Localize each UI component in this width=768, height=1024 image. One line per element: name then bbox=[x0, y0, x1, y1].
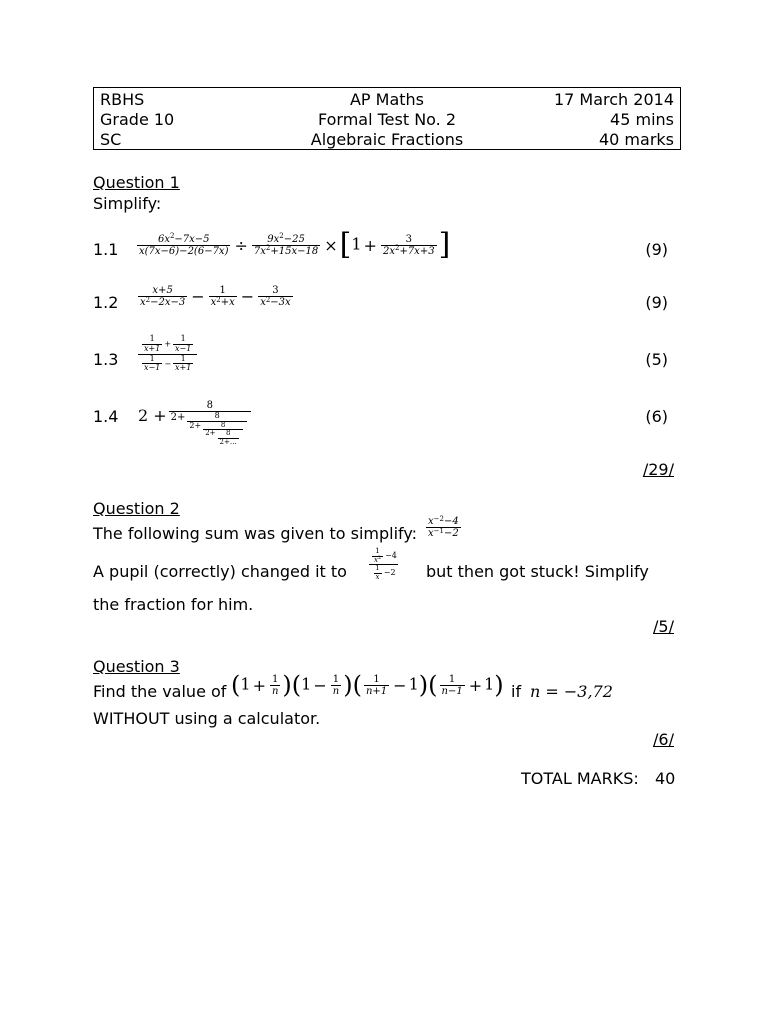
test-name: Formal Test No. 2 bbox=[317, 110, 457, 129]
question-2-line-3: the fraction for him. bbox=[93, 595, 254, 614]
header-box bbox=[93, 87, 681, 150]
question-3-title: Question 3 bbox=[93, 657, 180, 676]
question-2-total: /5/ bbox=[653, 617, 674, 636]
header-row-3 bbox=[100, 130, 674, 151]
marks-1-2: (9) bbox=[645, 293, 668, 312]
duration: 45 mins bbox=[610, 110, 674, 129]
school-name: RBHS bbox=[100, 90, 145, 109]
marks-1-3: (5) bbox=[645, 350, 668, 369]
question-1-instruction: Simplify: bbox=[93, 194, 162, 213]
topic: Algebraic Fractions bbox=[310, 130, 464, 149]
item-number-1-1: 1.1 bbox=[93, 240, 119, 259]
marks-1-1: (9) bbox=[645, 240, 668, 259]
question-1-title: Question 1 bbox=[93, 173, 180, 192]
expression-q2-original: $\frac{x^{-2}-4}{x^{-1}-2}$ bbox=[428, 514, 459, 539]
question-2-title: Question 2 bbox=[93, 499, 180, 518]
question-2-line-2a: A pupil (correctly) changed it to bbox=[93, 562, 347, 581]
test-date: 17 March 2014 bbox=[553, 90, 674, 109]
item-number-1-2: 1.2 bbox=[93, 293, 119, 312]
grade: Grade 10 bbox=[100, 110, 175, 129]
expression-1-1: $\frac{6x^2-7x-5}{x(7x-6)-2(6-7x)}$ ÷ $\frac{9x^2-25}{7x^2+15x-18}$ ×[1 + $\frac{3}{2x^2+7x+3}$ ] bbox=[139, 227, 451, 262]
total-marks-header: 40 marks bbox=[598, 130, 674, 149]
question-3-line-1b: if bbox=[511, 682, 522, 701]
header-row-1 bbox=[100, 90, 674, 111]
header-row-2 bbox=[100, 110, 674, 131]
question-2-line-1: The following sum was given to simplify: bbox=[93, 524, 418, 543]
expression-1-3: $\frac{1}{x+1}$ + $\frac{1}{x-1}$ $\frac{1}{x-1}$ − $\frac{1}{x+1}$ bbox=[136, 335, 199, 373]
question-3-line-1a: Find the value of bbox=[93, 682, 227, 701]
total-marks-value: 40 bbox=[655, 769, 676, 788]
marks-1-4: (6) bbox=[645, 407, 668, 426]
question-3-line-2: WITHOUT using a calculator. bbox=[93, 709, 321, 728]
expression-q3: (1 + $\frac{1}{n}$ )(1 − $\frac{1}{n}$ )( $\frac{1}{n+1}$ − 1)( $\frac{1}{n-1}$ + 1) bbox=[231, 671, 504, 699]
item-number-1-4: 1.4 bbox=[93, 407, 119, 426]
expression-1-2: $\frac{x+5}{x^2-2x-3}$ − $\frac{1}{x^2+x}$ − $\frac{3}{x^2-3x}$ bbox=[140, 285, 291, 308]
question-1-total: /29/ bbox=[642, 460, 674, 479]
teacher-initials: SC bbox=[100, 130, 122, 149]
expression-q2-changed: $\frac{1}{x^2}$ −4 $\frac{1}{x}$ −2 bbox=[366, 548, 401, 582]
question-3-n-value: n = −3,72 bbox=[530, 682, 613, 701]
expression-1-4: 2 + 8 2+ 8 2+ 8 2+ $\frac{8}{2+\dots}$ bbox=[138, 400, 253, 447]
total-marks-label: TOTAL MARKS: bbox=[521, 769, 639, 788]
question-3-total: /6/ bbox=[653, 730, 674, 749]
item-number-1-3: 1.3 bbox=[93, 350, 119, 369]
subject: AP Maths bbox=[349, 90, 425, 109]
question-2-line-2b: but then got stuck! Simplify bbox=[426, 562, 649, 581]
